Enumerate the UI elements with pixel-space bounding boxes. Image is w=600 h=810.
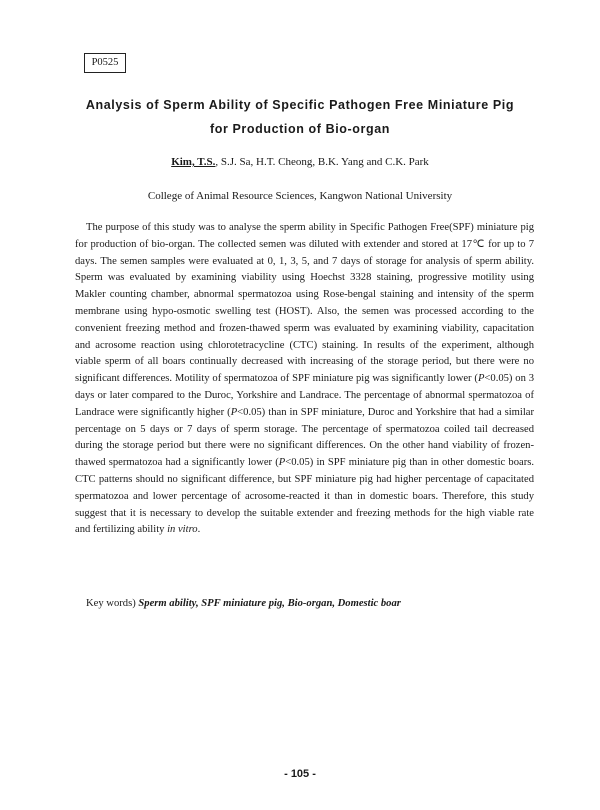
abstract-body: [75, 220, 534, 539]
title-line-1: Analysis of Sperm Ability of Specific Pathogen Free Miniature Pig: [85, 98, 515, 112]
abstract-text-end: .: [197, 524, 201, 536]
p-value-symbol: P: [230, 406, 238, 418]
other-authors: , S.J. Sa, H.T. Cheong, B.K. Yang and C.K. Park: [215, 156, 429, 168]
first-author: Kim, T.S.: [171, 156, 216, 168]
p-value-symbol: P: [278, 457, 286, 469]
keywords-label: Key words): [86, 598, 139, 609]
keywords-line: [86, 598, 401, 609]
abstract-text-4: <0.05) in SPF miniature pig than in other domestic boars. CTC patterns should no significant difference, but SPF miniature pig had higher percentage of capacitated spermatozoa and lower percentage of acrosome-reacted it than in domestic boars. Therefore, this study suggest that it is necessary to develop the suitable extender and freezing methods for the high viable rate and fertilizing ability: [75, 457, 535, 536]
abstract-text-3: <0.05) than in SPF miniature, Duroc and Yorkshire that had a similar percentage on 5 days or 7 days of sperm storage. The percentage of spermatozoa coiled tail decreased during the storage period but there were no significant differences. On the other hand viability of frozen-thawed spermatozoa had a significantly lower (: [75, 406, 534, 469]
abstract-text-2: <0.05) on 3 days or later compared to the Duroc, Yorkshire and Landrace. The percentage of abnormal spermatozoa of Landrace were significantly higher (: [75, 373, 535, 418]
page-number: - 105 -: [284, 768, 316, 780]
affiliation: College of Animal Resource Sciences, Kangwon National University: [147, 190, 453, 202]
author-list: [60, 156, 540, 168]
abstract-text-1: The purpose of this study was to analyse the sperm ability in Specific Pathogen Free(SPF) miniature pig for production of bio-organ. The collected semen was diluted with extender and stored at 17℃ for up to 7 days. The semen samples were evaluated at 0, 1, 3, 5, and 7 days of storage for analysis of sperm ability. Sperm was evaluated by examining viability using Hoechst 3328 staining, progressive motility using Makler counting chamber, abnormal spermatozoa using Rose-bengal staining and intensity of the sperm membrane using hypo-osmotic swelling test (HOST). Also, the semen was processed according to the convenient freezing method and frozen-thawed sperm was evaluated by examining viability, capacitation and acrosome reaction using chlorotetracycline (CTC) staining. In results of the experiment, although viable sperm of all boars continually decreased with increasing of the storage period, but there were no significant differences. Motility of spermatozoa of SPF miniature pig was significantly lower (: [75, 222, 534, 385]
p-value-symbol: P: [477, 373, 485, 385]
keywords-value: Sperm ability, SPF miniature pig, Bio-organ, Domestic boar: [138, 598, 401, 609]
in-vitro-term: in vitro: [167, 524, 198, 536]
title-line-2: for Production of Bio-organ: [209, 122, 391, 136]
abstract-paragraph: [75, 220, 534, 539]
abstract-code-box: P0525: [84, 53, 126, 73]
